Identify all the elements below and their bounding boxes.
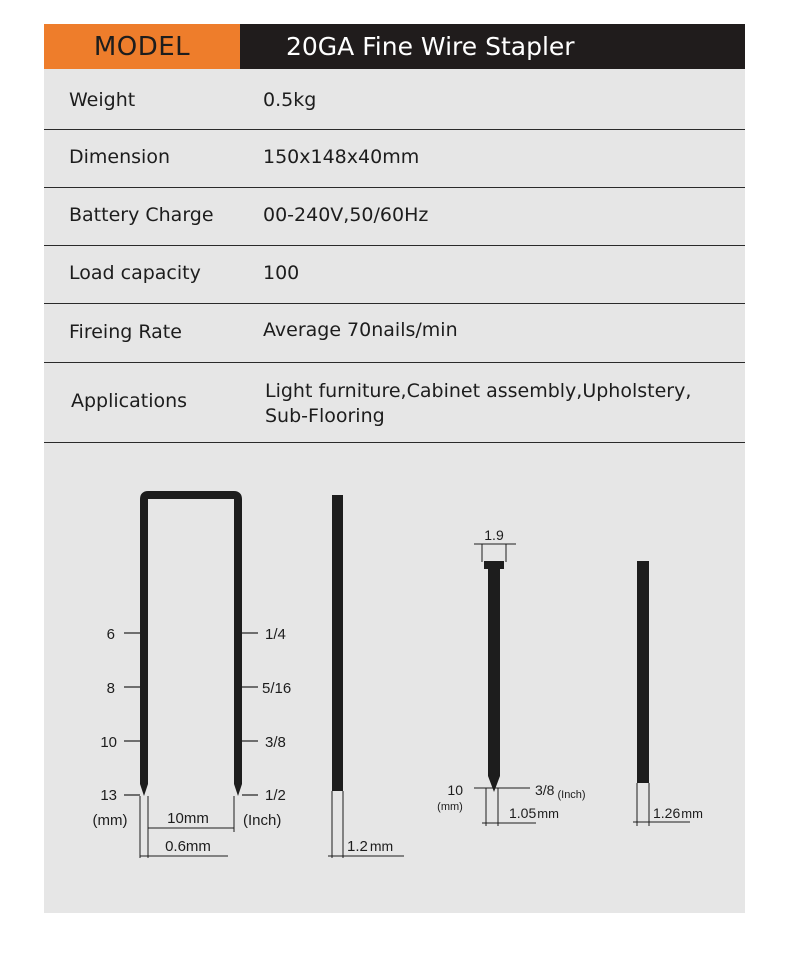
svg-text:3/8(Inch): [535, 782, 586, 801]
brad-shank: [488, 569, 500, 776]
brad-thickness-value: 1.26: [653, 805, 681, 821]
wire-width-label: 0.6mm: [165, 838, 211, 855]
staple-thickness-unit: mm: [369, 838, 394, 854]
spec-label: Dimension: [69, 146, 170, 168]
staple-mm-scale: [93, 626, 140, 829]
inch-tick-label: 3/8: [265, 734, 286, 751]
mm-tick-label: 10: [100, 734, 117, 751]
model-label: MODEL: [44, 24, 240, 69]
product-name: 20GA Fine Wire Stapler: [240, 24, 745, 69]
brad-thickness-unit: mm: [681, 806, 703, 821]
inch-tick-label: 5/16: [262, 680, 292, 697]
staple-left-point: [140, 784, 148, 796]
spec-value: 0.5kg: [263, 89, 317, 111]
svg-text:1.05mm: [509, 805, 559, 821]
inch-unit-label: (Inch): [243, 812, 282, 829]
staple-side-bar: [332, 495, 343, 791]
mm-unit-label: (mm): [92, 812, 128, 829]
staple-side-view: [328, 495, 404, 858]
inch-tick-label: 1/4: [265, 626, 286, 643]
brad-drawing: [437, 527, 585, 826]
mm-tick-label: 13: [100, 787, 117, 804]
spec-value: Average 70nails/min: [263, 319, 458, 341]
staple-right-point: [234, 784, 242, 796]
brad-shank-value: 1.05: [509, 805, 537, 821]
spec-label: Applications: [71, 390, 188, 412]
svg-text:1.2mm: [347, 838, 393, 855]
spec-label: Load capacity: [69, 262, 201, 284]
brad-mm-unit: (mm): [437, 801, 463, 813]
spec-label: Fireing Rate: [69, 321, 182, 343]
spec-value: 00-240V,50/60Hz: [263, 204, 429, 226]
mm-tick-label: 8: [106, 680, 115, 697]
brad-head-label: 1.9: [484, 527, 504, 543]
brad-shank-unit: mm: [537, 806, 559, 821]
spec-value-line1: Light furniture,Cabinet assembly,Upholstery,: [265, 380, 692, 402]
spec-value-line2: Sub-Flooring: [265, 405, 385, 427]
brad-mm-value: 10: [447, 782, 463, 798]
spec-value: 100: [263, 262, 300, 284]
spec-value: 150x148x40mm: [263, 146, 420, 168]
staple-width-dimensions: [140, 796, 234, 858]
staple-drawing: [140, 495, 242, 796]
brad-side-bar: [637, 561, 649, 783]
crown-width-label: 10mm: [167, 810, 209, 827]
spec-label: Weight: [69, 89, 136, 111]
brad-side-view: [633, 561, 703, 826]
spec-label: Battery Charge: [69, 204, 214, 226]
staple-thickness-value: 1.2: [347, 838, 368, 855]
brad-head: [484, 561, 504, 569]
mm-tick-label: 6: [106, 626, 115, 643]
svg-text:1.26mm: [653, 805, 703, 821]
brad-inch-value: 3/8: [535, 782, 555, 798]
inch-tick-label: 1/2: [265, 787, 286, 804]
staple-inch-scale: [242, 626, 291, 829]
brad-inch-unit: (Inch): [557, 789, 586, 801]
staple-body: [144, 495, 238, 784]
